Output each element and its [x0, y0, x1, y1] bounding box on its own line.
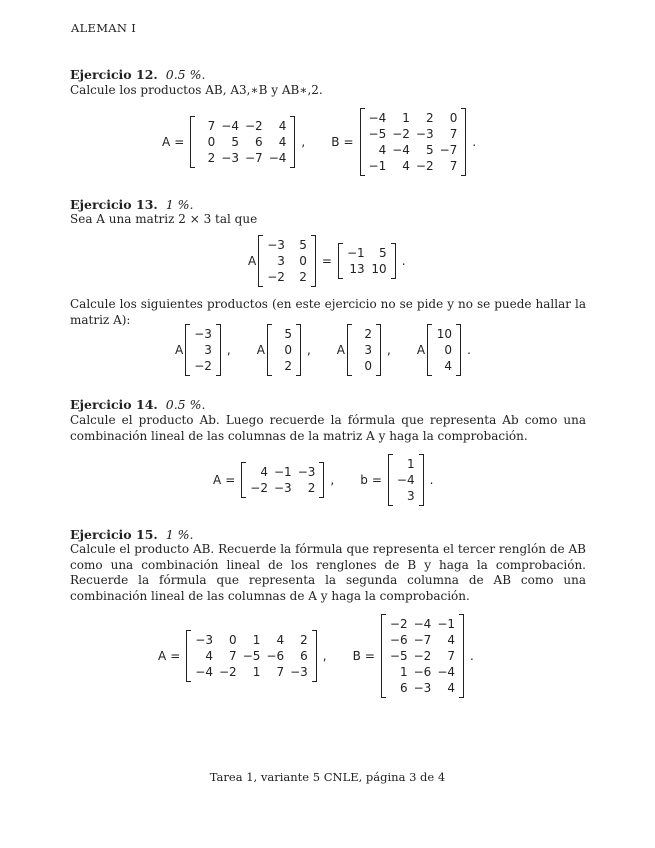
matrix-cell: 1	[406, 457, 415, 471]
exercise-14-title	[70, 397, 205, 412]
matrix-cell: 4	[260, 465, 268, 479]
equals-sign: =	[364, 649, 375, 663]
matrix-cell: −3	[415, 127, 434, 141]
exercise-13-products	[175, 324, 471, 376]
matrix-cell: −1	[437, 617, 456, 631]
exercise-12-percent: 0.5 %.	[165, 67, 206, 82]
exercise-13-equation	[248, 235, 406, 287]
matrix-label: A	[336, 343, 346, 357]
exercise-14-label: Ejercicio 14.	[70, 397, 158, 412]
comma: ,	[306, 343, 311, 357]
matrix-cell: 3	[204, 343, 212, 357]
equals-sign: =	[343, 135, 354, 149]
exercise-13-text2: Calcule los siguientes productos (en este ejercicio no se pide y no se puede hallar la matriz A):	[70, 297, 586, 327]
matrix-B-12	[360, 108, 467, 176]
comma: ,	[387, 343, 391, 357]
matrix-label: A	[213, 473, 222, 487]
vector-label: b	[360, 473, 368, 487]
matrix-cell: −2	[218, 665, 237, 679]
exercise-15-title	[70, 527, 194, 542]
matrix-cell: 4	[378, 143, 387, 157]
matrix-label: A	[256, 343, 265, 357]
matrix-cell: −3	[194, 327, 212, 341]
matrix-cell: 2	[207, 151, 216, 165]
matrix-cell: −2	[194, 359, 212, 373]
exercise-14-equation	[213, 454, 433, 506]
matrix-cell: −4	[413, 617, 432, 631]
matrix-cell: 7	[276, 665, 285, 679]
vector-3	[347, 324, 381, 376]
period: .	[470, 649, 474, 663]
matrix-cell: 5	[299, 238, 307, 252]
vector-b-14	[388, 454, 424, 506]
exercise-14-text: Calcule el producto Ab. Luego recuerde la fórmula que representa Ab como una combinación lineal de las columnas de la matriz A y haga la comprobación.	[70, 413, 586, 443]
matrix-label: A	[416, 343, 426, 357]
exercise-15-equation	[158, 614, 474, 698]
equals-sign: =	[174, 135, 185, 149]
matrix-cell: −6	[389, 633, 408, 647]
matrix-cell: −5	[389, 649, 408, 663]
matrix-cell: −6	[266, 649, 285, 663]
equals-sign: =	[225, 473, 236, 487]
matrix-cell: −4	[368, 111, 387, 125]
matrix-cell: 1	[402, 111, 410, 125]
matrix-cell: −2	[389, 617, 408, 631]
matrix-label: A	[158, 649, 167, 663]
matrix-cell: 7	[449, 127, 458, 141]
exercise-12-label: Ejercicio 12.	[70, 67, 158, 82]
matrix-cell: 1	[252, 665, 261, 679]
matrix-cell: 10	[436, 327, 453, 341]
matrix-cell: 0	[444, 343, 453, 357]
matrix-cell: −7	[439, 143, 458, 157]
exercise-12-equation	[162, 108, 476, 176]
matrix-B-15	[381, 614, 464, 698]
matrix-A-14	[241, 462, 324, 498]
matrix-M-13	[258, 235, 316, 287]
matrix-label: B	[331, 135, 340, 149]
matrix-label: A	[248, 254, 257, 268]
matrix-cell: −1	[368, 159, 387, 173]
matrix-cell: −4	[268, 151, 287, 165]
vector-1	[185, 324, 221, 376]
matrix-cell: −2	[244, 119, 263, 133]
matrix-cell: −2	[250, 481, 268, 495]
period: .	[472, 135, 477, 149]
equals-sign: =	[170, 649, 181, 663]
exercise-15-text: Calcule el producto AB. Recuerde la fórmula que representa el tercer renglón de AB como una combinación lineal de los renglones de B y haga la comprobación. Recuerde la fórmula que representa la segunda columna de AB como una combinación lineal de las columnas de A y haga la comprobación.	[70, 542, 586, 603]
matrix-cell: −5	[242, 649, 261, 663]
matrix-A-15	[186, 630, 317, 682]
matrix-cell: 4	[447, 633, 456, 647]
matrix-cell: −3	[195, 633, 213, 647]
matrix-cell: 2	[307, 481, 316, 495]
matrix-label: B	[352, 649, 361, 663]
matrix-cell: −4	[437, 665, 456, 679]
comma: ,	[330, 473, 335, 487]
matrix-cell: 5	[425, 143, 434, 157]
matrix-cell: −4	[221, 119, 239, 133]
matrix-cell: −3	[267, 238, 285, 252]
matrix-cell: 4	[447, 681, 456, 695]
matrix-cell: 6	[399, 681, 408, 695]
equals-sign: =	[371, 473, 382, 487]
matrix-cell: −3	[273, 481, 292, 495]
matrix-cell: 0	[299, 254, 307, 268]
matrix-cell: −2	[392, 127, 410, 141]
matrix-cell: 0	[364, 359, 373, 373]
comma: ,	[301, 135, 306, 149]
matrix-cell: 5	[231, 135, 239, 149]
exercise-13-title	[70, 197, 194, 212]
period: .	[401, 254, 406, 268]
exercise-14-percent: 0.5 %.	[165, 397, 206, 412]
matrix-cell: 3	[277, 254, 285, 268]
exercise-12-text: Calcule los productos AB, A3,∗B y AB∗,2.	[70, 83, 323, 97]
matrix-cell: 0	[229, 633, 237, 647]
page-header: ALEMAN I	[71, 21, 137, 35]
matrix-cell: 2	[425, 111, 434, 125]
matrix-cell: 4	[402, 159, 410, 173]
comma: ,	[322, 649, 327, 663]
matrix-cell: 7	[447, 649, 456, 663]
matrix-cell: −6	[413, 665, 432, 679]
exercise-12-title	[70, 67, 205, 82]
matrix-cell: 13	[349, 262, 365, 276]
exercise-13-text: Sea A una matriz 2 × 3 tal que	[70, 212, 258, 226]
matrix-cell: 10	[371, 262, 387, 276]
matrix-cell: 3	[406, 489, 415, 503]
vector-2	[267, 324, 301, 376]
matrix-cell: 4	[278, 135, 287, 149]
comma: ,	[226, 343, 231, 357]
matrix-cell: −5	[368, 127, 387, 141]
matrix-cell: −1	[273, 465, 292, 479]
matrix-cell: 2	[300, 633, 308, 647]
exercise-15-label: Ejercicio 15.	[70, 527, 158, 542]
matrix-cell: −4	[396, 473, 415, 487]
matrix-A-12	[190, 116, 295, 168]
matrix-cell: 4	[444, 359, 453, 373]
matrix-cell: 7	[207, 119, 216, 133]
matrix-cell: −1	[346, 246, 365, 260]
matrix-cell: 6	[300, 649, 308, 663]
matrix-cell: 1	[252, 633, 261, 647]
exercise-13-label: Ejercicio 13.	[70, 197, 158, 212]
matrix-cell: −2	[415, 159, 434, 173]
exercise-13-percent: 1 %.	[165, 197, 194, 212]
matrix-R-13	[338, 243, 396, 279]
matrix-cell: 0	[449, 111, 458, 125]
matrix-cell: −3	[221, 151, 239, 165]
matrix-cell: 6	[255, 135, 263, 149]
equals-sign: =	[321, 254, 332, 268]
matrix-cell: 2	[284, 359, 292, 373]
matrix-cell: 4	[205, 649, 213, 663]
matrix-cell: −3	[297, 465, 316, 479]
matrix-cell: 4	[278, 119, 287, 133]
matrix-cell: −3	[290, 665, 308, 679]
period: .	[429, 473, 434, 487]
matrix-cell: −2	[267, 270, 285, 284]
period: .	[467, 343, 471, 357]
matrix-cell: 2	[364, 327, 373, 341]
matrix-cell: −7	[244, 151, 263, 165]
matrix-cell: −3	[413, 681, 432, 695]
matrix-cell: −7	[413, 633, 432, 647]
matrix-cell: 3	[364, 343, 373, 357]
matrix-cell: 7	[229, 649, 237, 663]
vector-4	[427, 324, 461, 376]
matrix-cell: 5	[379, 246, 387, 260]
matrix-cell: 0	[284, 343, 292, 357]
matrix-cell: −4	[392, 143, 410, 157]
matrix-cell: 1	[399, 665, 408, 679]
matrix-cell: 5	[284, 327, 292, 341]
matrix-cell: 0	[207, 135, 216, 149]
matrix-cell: −2	[413, 649, 432, 663]
page-footer: Tarea 1, variante 5 CNLE, página 3 de 4	[209, 770, 446, 784]
matrix-label: A	[175, 343, 184, 357]
matrix-label: A	[162, 135, 171, 149]
matrix-cell: 2	[299, 270, 307, 284]
matrix-cell: −4	[195, 665, 213, 679]
matrix-cell: 7	[449, 159, 458, 173]
exercise-15-percent: 1 %.	[165, 527, 194, 542]
matrix-cell: 4	[276, 633, 285, 647]
